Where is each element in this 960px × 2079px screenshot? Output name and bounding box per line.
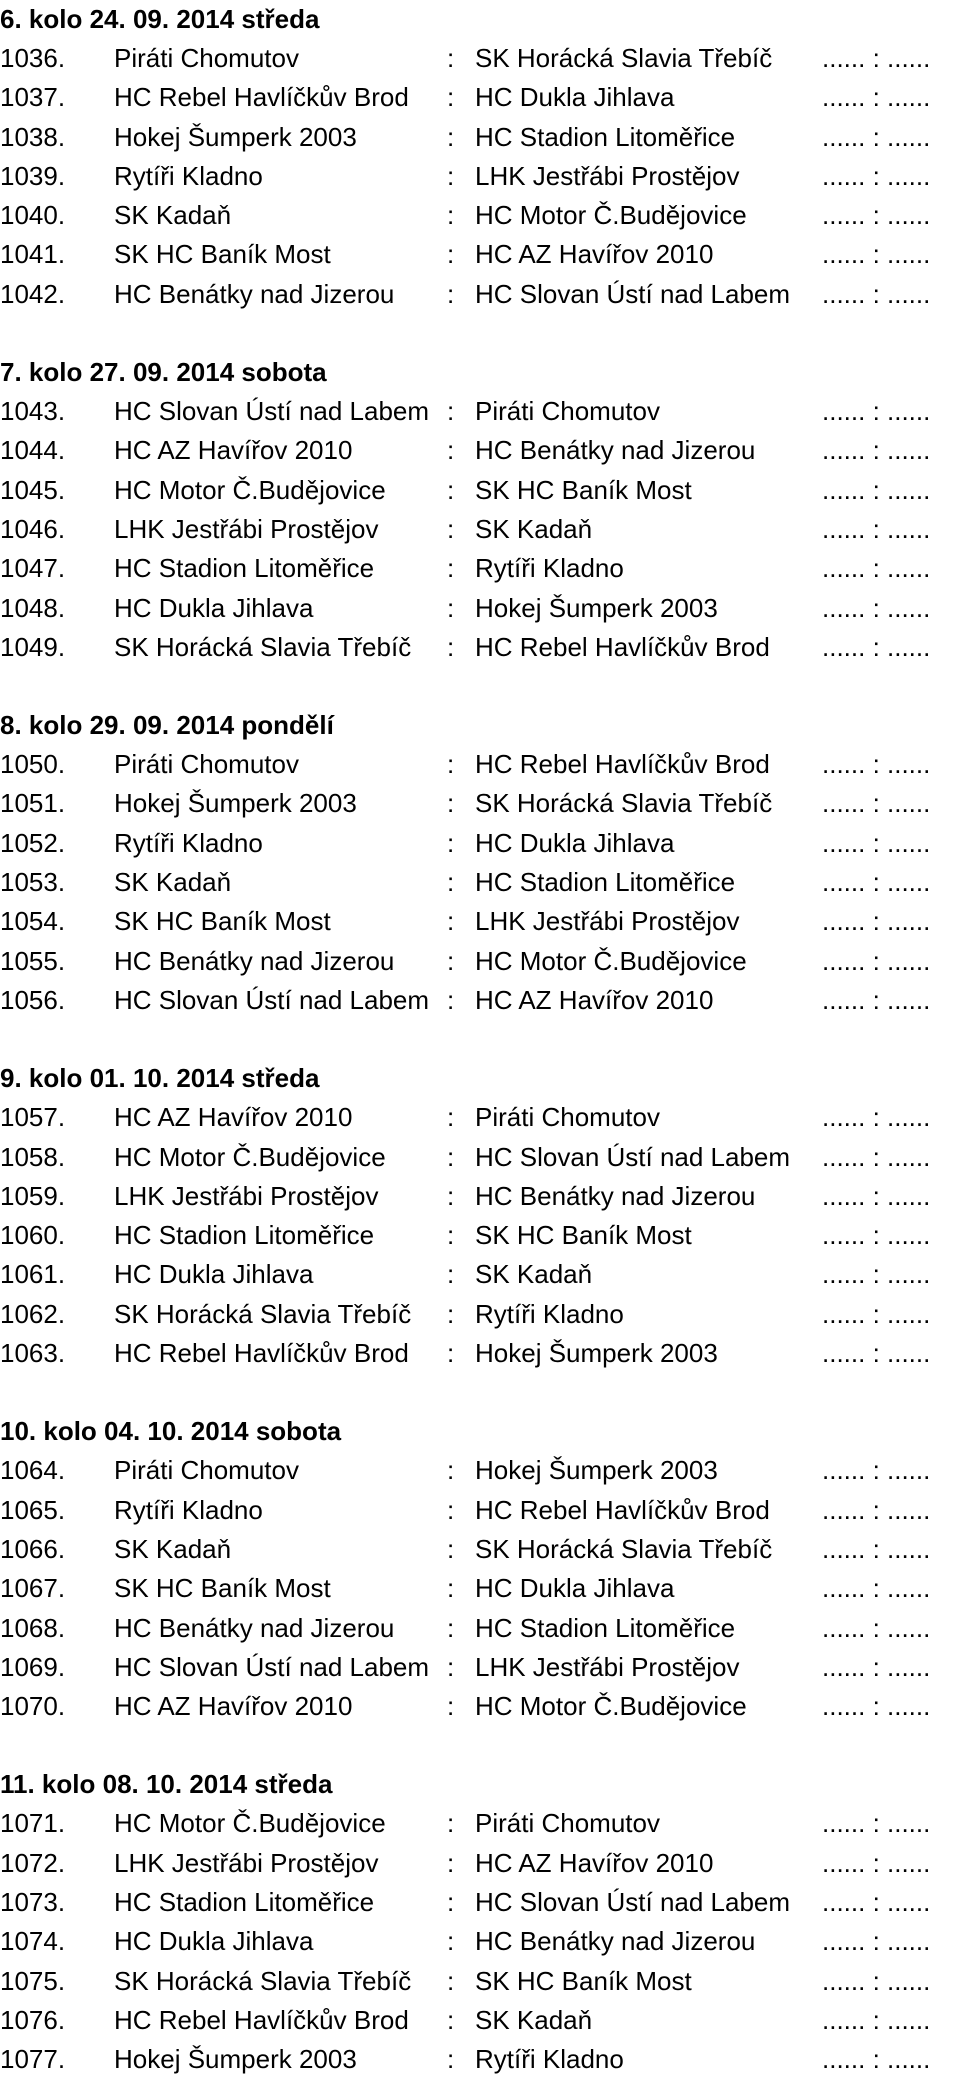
round-section bbox=[0, 706, 960, 1020]
score-blank: ...... : ...... bbox=[822, 1965, 931, 1996]
separator: : bbox=[447, 513, 455, 544]
match-row bbox=[0, 902, 960, 941]
home-team: HC Motor Č.Budějovice bbox=[114, 1808, 386, 1839]
away-team: SK Kadaň bbox=[475, 513, 593, 544]
match-row bbox=[0, 745, 960, 784]
score-blank: ...... : ...... bbox=[822, 1612, 931, 1643]
separator: : bbox=[447, 200, 455, 231]
away-team: SK Kadaň bbox=[475, 1259, 593, 1290]
score-blank: ...... : ...... bbox=[822, 749, 931, 780]
round-heading: 8. kolo 29. 09. 2014 pondělí bbox=[0, 710, 334, 741]
match-number: 1071. bbox=[0, 1808, 66, 1839]
round-section bbox=[0, 1765, 960, 2079]
away-team: SK Horácká Slavia Třebíč bbox=[475, 788, 773, 819]
separator: : bbox=[447, 1847, 455, 1878]
round-heading: 10. kolo 04. 10. 2014 sobota bbox=[0, 1416, 342, 1447]
match-number: 1063. bbox=[0, 1338, 66, 1369]
match-number: 1064. bbox=[0, 1455, 66, 1486]
match-number: 1053. bbox=[0, 867, 66, 898]
away-team: HC Rebel Havlíčkův Brod bbox=[475, 631, 770, 662]
round-section bbox=[0, 1059, 960, 1373]
match-number: 1036. bbox=[0, 43, 66, 73]
separator: : bbox=[447, 2044, 455, 2075]
separator: : bbox=[447, 1926, 455, 1957]
home-team: SK HC Baník Most bbox=[114, 906, 331, 937]
match-number: 1040. bbox=[0, 200, 66, 231]
match-row bbox=[0, 981, 960, 1020]
away-team: HC Motor Č.Budějovice bbox=[475, 200, 747, 231]
score-blank: ...... : ...... bbox=[822, 1338, 931, 1369]
match-number: 1050. bbox=[0, 749, 66, 780]
score-blank: ...... : ...... bbox=[822, 1180, 931, 1211]
away-team: HC Stadion Litoměřice bbox=[475, 121, 736, 152]
away-team: HC Benátky nad Jizerou bbox=[475, 1926, 756, 1957]
match-number: 1054. bbox=[0, 906, 66, 937]
match-number: 1059. bbox=[0, 1180, 66, 1211]
match-number: 1069. bbox=[0, 1651, 66, 1682]
away-team: HC Benátky nad Jizerou bbox=[475, 435, 756, 466]
separator: : bbox=[447, 1886, 455, 1917]
match-row bbox=[0, 1687, 960, 1726]
score-blank: ...... : ...... bbox=[822, 1494, 931, 1525]
away-team: HC Slovan Ústí nad Labem bbox=[475, 1141, 791, 1172]
score-blank: ...... : ...... bbox=[822, 278, 931, 309]
home-team: HC Motor Č.Budějovice bbox=[114, 474, 386, 505]
home-team: SK Horácká Slavia Třebíč bbox=[114, 1965, 412, 1996]
match-number: 1057. bbox=[0, 1102, 66, 1133]
home-team: HC Stadion Litoměřice bbox=[114, 1220, 375, 1251]
score-blank: ...... : ...... bbox=[822, 984, 931, 1015]
match-row bbox=[0, 1098, 960, 1137]
home-team: SK Kadaň bbox=[114, 1533, 232, 1564]
separator: : bbox=[447, 160, 455, 191]
home-team: SK HC Baník Most bbox=[114, 239, 331, 270]
match-number: 1072. bbox=[0, 1847, 66, 1878]
home-team: HC Stadion Litoměřice bbox=[114, 553, 375, 584]
match-row bbox=[0, 863, 960, 902]
away-team: Piráti Chomutov bbox=[475, 1102, 660, 1133]
match-number: 1065. bbox=[0, 1494, 66, 1525]
separator: : bbox=[447, 867, 455, 898]
separator: : bbox=[447, 1965, 455, 1996]
match-number: 1067. bbox=[0, 1573, 66, 1604]
match-row bbox=[0, 1883, 960, 1922]
score-blank: ...... : ...... bbox=[822, 200, 931, 231]
away-team: HC AZ Havířov 2010 bbox=[475, 1847, 714, 1878]
score-blank: ...... : ...... bbox=[822, 1533, 931, 1564]
match-row bbox=[0, 1609, 960, 1648]
home-team: HC Benátky nad Jizerou bbox=[114, 945, 395, 976]
home-team: HC Dukla Jihlava bbox=[114, 1259, 314, 1290]
match-row bbox=[0, 2040, 960, 2079]
away-team: Piráti Chomutov bbox=[475, 396, 660, 427]
match-row bbox=[0, 2001, 960, 2040]
away-team: Hokej Šumperk 2003 bbox=[475, 1338, 718, 1369]
home-team: HC AZ Havířov 2010 bbox=[114, 1691, 353, 1722]
away-team: HC Rebel Havlíčkův Brod bbox=[475, 749, 770, 780]
match-row bbox=[0, 1648, 960, 1687]
away-team: SK HC Baník Most bbox=[475, 474, 692, 505]
separator: : bbox=[447, 1533, 455, 1564]
away-team: LHK Jestřábi Prostějov bbox=[475, 160, 740, 191]
score-blank: ...... : ...... bbox=[822, 513, 931, 544]
home-team: Hokej Šumperk 2003 bbox=[114, 2044, 357, 2075]
score-blank: ...... : ...... bbox=[822, 1926, 931, 1957]
separator: : bbox=[447, 121, 455, 152]
home-team: HC Stadion Litoměřice bbox=[114, 1886, 375, 1917]
home-team: HC Slovan Ústí nad Labem bbox=[114, 984, 430, 1015]
match-row bbox=[0, 1138, 960, 1177]
match-row bbox=[0, 1177, 960, 1216]
separator: : bbox=[447, 239, 455, 270]
separator: : bbox=[447, 1102, 455, 1133]
away-team: HC AZ Havířov 2010 bbox=[475, 239, 714, 270]
home-team: HC Dukla Jihlava bbox=[114, 592, 314, 623]
away-team: SK Horácká Slavia Třebíč bbox=[475, 43, 773, 73]
away-team: HC Slovan Ústí nad Labem bbox=[475, 1886, 791, 1917]
match-row bbox=[0, 1530, 960, 1569]
score-blank: ...... : ...... bbox=[822, 1259, 931, 1290]
score-blank: ...... : ...... bbox=[822, 435, 931, 466]
match-number: 1051. bbox=[0, 788, 66, 819]
match-number: 1074. bbox=[0, 1926, 66, 1957]
separator: : bbox=[447, 1651, 455, 1682]
match-row bbox=[0, 1844, 960, 1883]
home-team: SK HC Baník Most bbox=[114, 1573, 331, 1604]
separator: : bbox=[447, 1259, 455, 1290]
match-row bbox=[0, 628, 960, 667]
match-number: 1039. bbox=[0, 160, 66, 191]
home-team: HC Benátky nad Jizerou bbox=[114, 1612, 395, 1643]
score-blank: ...... : ...... bbox=[822, 1847, 931, 1878]
match-row bbox=[0, 471, 960, 510]
separator: : bbox=[447, 945, 455, 976]
match-number: 1075. bbox=[0, 1965, 66, 1996]
match-row bbox=[0, 1216, 960, 1255]
away-team: HC Slovan Ústí nad Labem bbox=[475, 278, 791, 309]
home-team: LHK Jestřábi Prostějov bbox=[114, 513, 379, 544]
separator: : bbox=[447, 1691, 455, 1722]
match-row bbox=[0, 235, 960, 274]
match-row bbox=[0, 510, 960, 549]
separator: : bbox=[447, 82, 455, 113]
separator: : bbox=[447, 1455, 455, 1486]
separator: : bbox=[447, 43, 455, 73]
match-number: 1049. bbox=[0, 631, 66, 662]
match-number: 1038. bbox=[0, 121, 66, 152]
separator: : bbox=[447, 984, 455, 1015]
match-row bbox=[0, 275, 960, 314]
match-row bbox=[0, 824, 960, 863]
away-team: Hokej Šumperk 2003 bbox=[475, 1455, 718, 1486]
home-team: Rytíři Kladno bbox=[114, 827, 263, 858]
away-team: HC Stadion Litoměřice bbox=[475, 867, 736, 898]
round-heading: 6. kolo 24. 09. 2014 středa bbox=[0, 4, 320, 34]
separator: : bbox=[447, 906, 455, 937]
score-blank: ...... : ...... bbox=[822, 1102, 931, 1133]
separator: : bbox=[447, 631, 455, 662]
match-number: 1077. bbox=[0, 2044, 66, 2075]
match-row bbox=[0, 1491, 960, 1530]
match-row bbox=[0, 392, 960, 431]
away-team: HC Dukla Jihlava bbox=[475, 1573, 675, 1604]
separator: : bbox=[447, 278, 455, 309]
away-team: Rytíři Kladno bbox=[475, 2044, 624, 2075]
round-heading: 9. kolo 01. 10. 2014 středa bbox=[0, 1063, 320, 1094]
score-blank: ...... : ...... bbox=[822, 2004, 931, 2035]
score-blank: ...... : ...... bbox=[822, 1141, 931, 1172]
match-row bbox=[0, 157, 960, 196]
separator: : bbox=[447, 1612, 455, 1643]
home-team: Piráti Chomutov bbox=[114, 749, 299, 780]
match-row bbox=[0, 1569, 960, 1608]
score-blank: ...... : ...... bbox=[822, 43, 931, 73]
score-blank: ...... : ...... bbox=[822, 1455, 931, 1486]
match-number: 1061. bbox=[0, 1259, 66, 1290]
match-row bbox=[0, 549, 960, 588]
separator: : bbox=[447, 1180, 455, 1211]
home-team: LHK Jestřábi Prostějov bbox=[114, 1847, 379, 1878]
away-team: HC Motor Č.Budějovice bbox=[475, 945, 747, 976]
match-row bbox=[0, 1962, 960, 2001]
match-row bbox=[0, 78, 960, 117]
round-section bbox=[0, 353, 960, 667]
away-team: HC AZ Havířov 2010 bbox=[475, 984, 714, 1015]
match-row bbox=[0, 196, 960, 235]
match-row bbox=[0, 431, 960, 470]
home-team: SK Kadaň bbox=[114, 200, 232, 231]
home-team: LHK Jestřábi Prostějov bbox=[114, 1180, 379, 1211]
score-blank: ...... : ...... bbox=[822, 945, 931, 976]
home-team: HC AZ Havířov 2010 bbox=[114, 435, 353, 466]
away-team: LHK Jestřábi Prostějov bbox=[475, 1651, 740, 1682]
match-number: 1041. bbox=[0, 239, 66, 270]
home-team: Piráti Chomutov bbox=[114, 1455, 299, 1486]
away-team: SK HC Baník Most bbox=[475, 1220, 692, 1251]
home-team: Rytíři Kladno bbox=[114, 160, 263, 191]
match-number: 1037. bbox=[0, 82, 66, 113]
separator: : bbox=[447, 2004, 455, 2035]
separator: : bbox=[447, 749, 455, 780]
score-blank: ...... : ...... bbox=[822, 82, 931, 113]
match-number: 1042. bbox=[0, 278, 66, 309]
match-row bbox=[0, 1451, 960, 1490]
match-number: 1058. bbox=[0, 1141, 66, 1172]
separator: : bbox=[447, 827, 455, 858]
away-team: Hokej Šumperk 2003 bbox=[475, 592, 718, 623]
match-number: 1048. bbox=[0, 592, 66, 623]
match-row bbox=[0, 1922, 960, 1961]
match-number: 1055. bbox=[0, 945, 66, 976]
match-number: 1066. bbox=[0, 1533, 66, 1564]
home-team: HC Rebel Havlíčkův Brod bbox=[114, 82, 409, 113]
match-number: 1045. bbox=[0, 474, 66, 505]
match-number: 1070. bbox=[0, 1691, 66, 1722]
round-heading: 11. kolo 08. 10. 2014 středa bbox=[0, 1769, 333, 1800]
away-team: Piráti Chomutov bbox=[475, 1808, 660, 1839]
score-blank: ...... : ...... bbox=[822, 396, 931, 427]
away-team: SK Kadaň bbox=[475, 2004, 593, 2035]
match-row bbox=[0, 1295, 960, 1334]
away-team: HC Dukla Jihlava bbox=[475, 827, 675, 858]
match-row bbox=[0, 784, 960, 823]
score-blank: ...... : ...... bbox=[822, 2044, 931, 2075]
home-team: SK Horácká Slavia Třebíč bbox=[114, 631, 412, 662]
round-section bbox=[0, 0, 960, 314]
match-row bbox=[0, 942, 960, 981]
round-section bbox=[0, 1412, 960, 1726]
separator: : bbox=[447, 1298, 455, 1329]
match-number: 1043. bbox=[0, 396, 66, 427]
match-number: 1044. bbox=[0, 435, 66, 466]
score-blank: ...... : ...... bbox=[822, 1808, 931, 1839]
home-team: HC AZ Havířov 2010 bbox=[114, 1102, 353, 1133]
score-blank: ...... : ...... bbox=[822, 1691, 931, 1722]
home-team: HC Benátky nad Jizerou bbox=[114, 278, 395, 309]
match-row bbox=[0, 1255, 960, 1294]
separator: : bbox=[447, 1573, 455, 1604]
away-team: HC Dukla Jihlava bbox=[475, 82, 675, 113]
away-team: SK Horácká Slavia Třebíč bbox=[475, 1533, 773, 1564]
separator: : bbox=[447, 592, 455, 623]
score-blank: ...... : ...... bbox=[822, 160, 931, 191]
separator: : bbox=[447, 396, 455, 427]
match-row bbox=[0, 1804, 960, 1843]
home-team: Hokej Šumperk 2003 bbox=[114, 121, 357, 152]
score-blank: ...... : ...... bbox=[822, 827, 931, 858]
home-team: SK Horácká Slavia Třebíč bbox=[114, 1298, 412, 1329]
score-blank: ...... : ...... bbox=[822, 239, 931, 270]
match-number: 1046. bbox=[0, 513, 66, 544]
score-blank: ...... : ...... bbox=[822, 867, 931, 898]
match-number: 1062. bbox=[0, 1298, 66, 1329]
match-number: 1073. bbox=[0, 1886, 66, 1917]
score-blank: ...... : ...... bbox=[822, 906, 931, 937]
match-row bbox=[0, 118, 960, 157]
separator: : bbox=[447, 435, 455, 466]
home-team: Piráti Chomutov bbox=[114, 43, 299, 73]
separator: : bbox=[447, 1220, 455, 1251]
match-number: 1076. bbox=[0, 2004, 66, 2035]
home-team: HC Rebel Havlíčkův Brod bbox=[114, 2004, 409, 2035]
match-row bbox=[0, 39, 960, 78]
away-team: HC Stadion Litoměřice bbox=[475, 1612, 736, 1643]
score-blank: ...... : ...... bbox=[822, 1886, 931, 1917]
home-team: SK Kadaň bbox=[114, 867, 232, 898]
match-row bbox=[0, 1334, 960, 1373]
match-row bbox=[0, 589, 960, 628]
separator: : bbox=[447, 1808, 455, 1839]
match-number: 1068. bbox=[0, 1612, 66, 1643]
match-number: 1056. bbox=[0, 984, 66, 1015]
score-blank: ...... : ...... bbox=[822, 121, 931, 152]
separator: : bbox=[447, 1494, 455, 1525]
away-team: HC Rebel Havlíčkův Brod bbox=[475, 1494, 770, 1525]
home-team: HC Rebel Havlíčkův Brod bbox=[114, 1338, 409, 1369]
home-team: HC Motor Č.Budějovice bbox=[114, 1141, 386, 1172]
away-team: HC Motor Č.Budějovice bbox=[475, 1691, 747, 1722]
home-team: HC Slovan Ústí nad Labem bbox=[114, 1651, 430, 1682]
match-number: 1047. bbox=[0, 553, 66, 584]
score-blank: ...... : ...... bbox=[822, 788, 931, 819]
home-team: Hokej Šumperk 2003 bbox=[114, 788, 357, 819]
away-team: Rytíři Kladno bbox=[475, 1298, 624, 1329]
match-number: 1060. bbox=[0, 1220, 66, 1251]
score-blank: ...... : ...... bbox=[822, 631, 931, 662]
separator: : bbox=[447, 553, 455, 584]
home-team: HC Slovan Ústí nad Labem bbox=[114, 396, 430, 427]
score-blank: ...... : ...... bbox=[822, 474, 931, 505]
away-team: LHK Jestřábi Prostějov bbox=[475, 906, 740, 937]
home-team: Rytíři Kladno bbox=[114, 1494, 263, 1525]
score-blank: ...... : ...... bbox=[822, 1651, 931, 1682]
round-heading: 7. kolo 27. 09. 2014 sobota bbox=[0, 357, 327, 388]
score-blank: ...... : ...... bbox=[822, 592, 931, 623]
score-blank: ...... : ...... bbox=[822, 553, 931, 584]
separator: : bbox=[447, 1338, 455, 1369]
away-team: Rytíři Kladno bbox=[475, 553, 624, 584]
score-blank: ...... : ...... bbox=[822, 1573, 931, 1604]
away-team: HC Benátky nad Jizerou bbox=[475, 1180, 756, 1211]
separator: : bbox=[447, 788, 455, 819]
away-team: SK HC Baník Most bbox=[475, 1965, 692, 1996]
match-number: 1052. bbox=[0, 827, 66, 858]
separator: : bbox=[447, 474, 455, 505]
home-team: HC Dukla Jihlava bbox=[114, 1926, 314, 1957]
score-blank: ...... : ...... bbox=[822, 1298, 931, 1329]
separator: : bbox=[447, 1141, 455, 1172]
score-blank: ...... : ...... bbox=[822, 1220, 931, 1251]
